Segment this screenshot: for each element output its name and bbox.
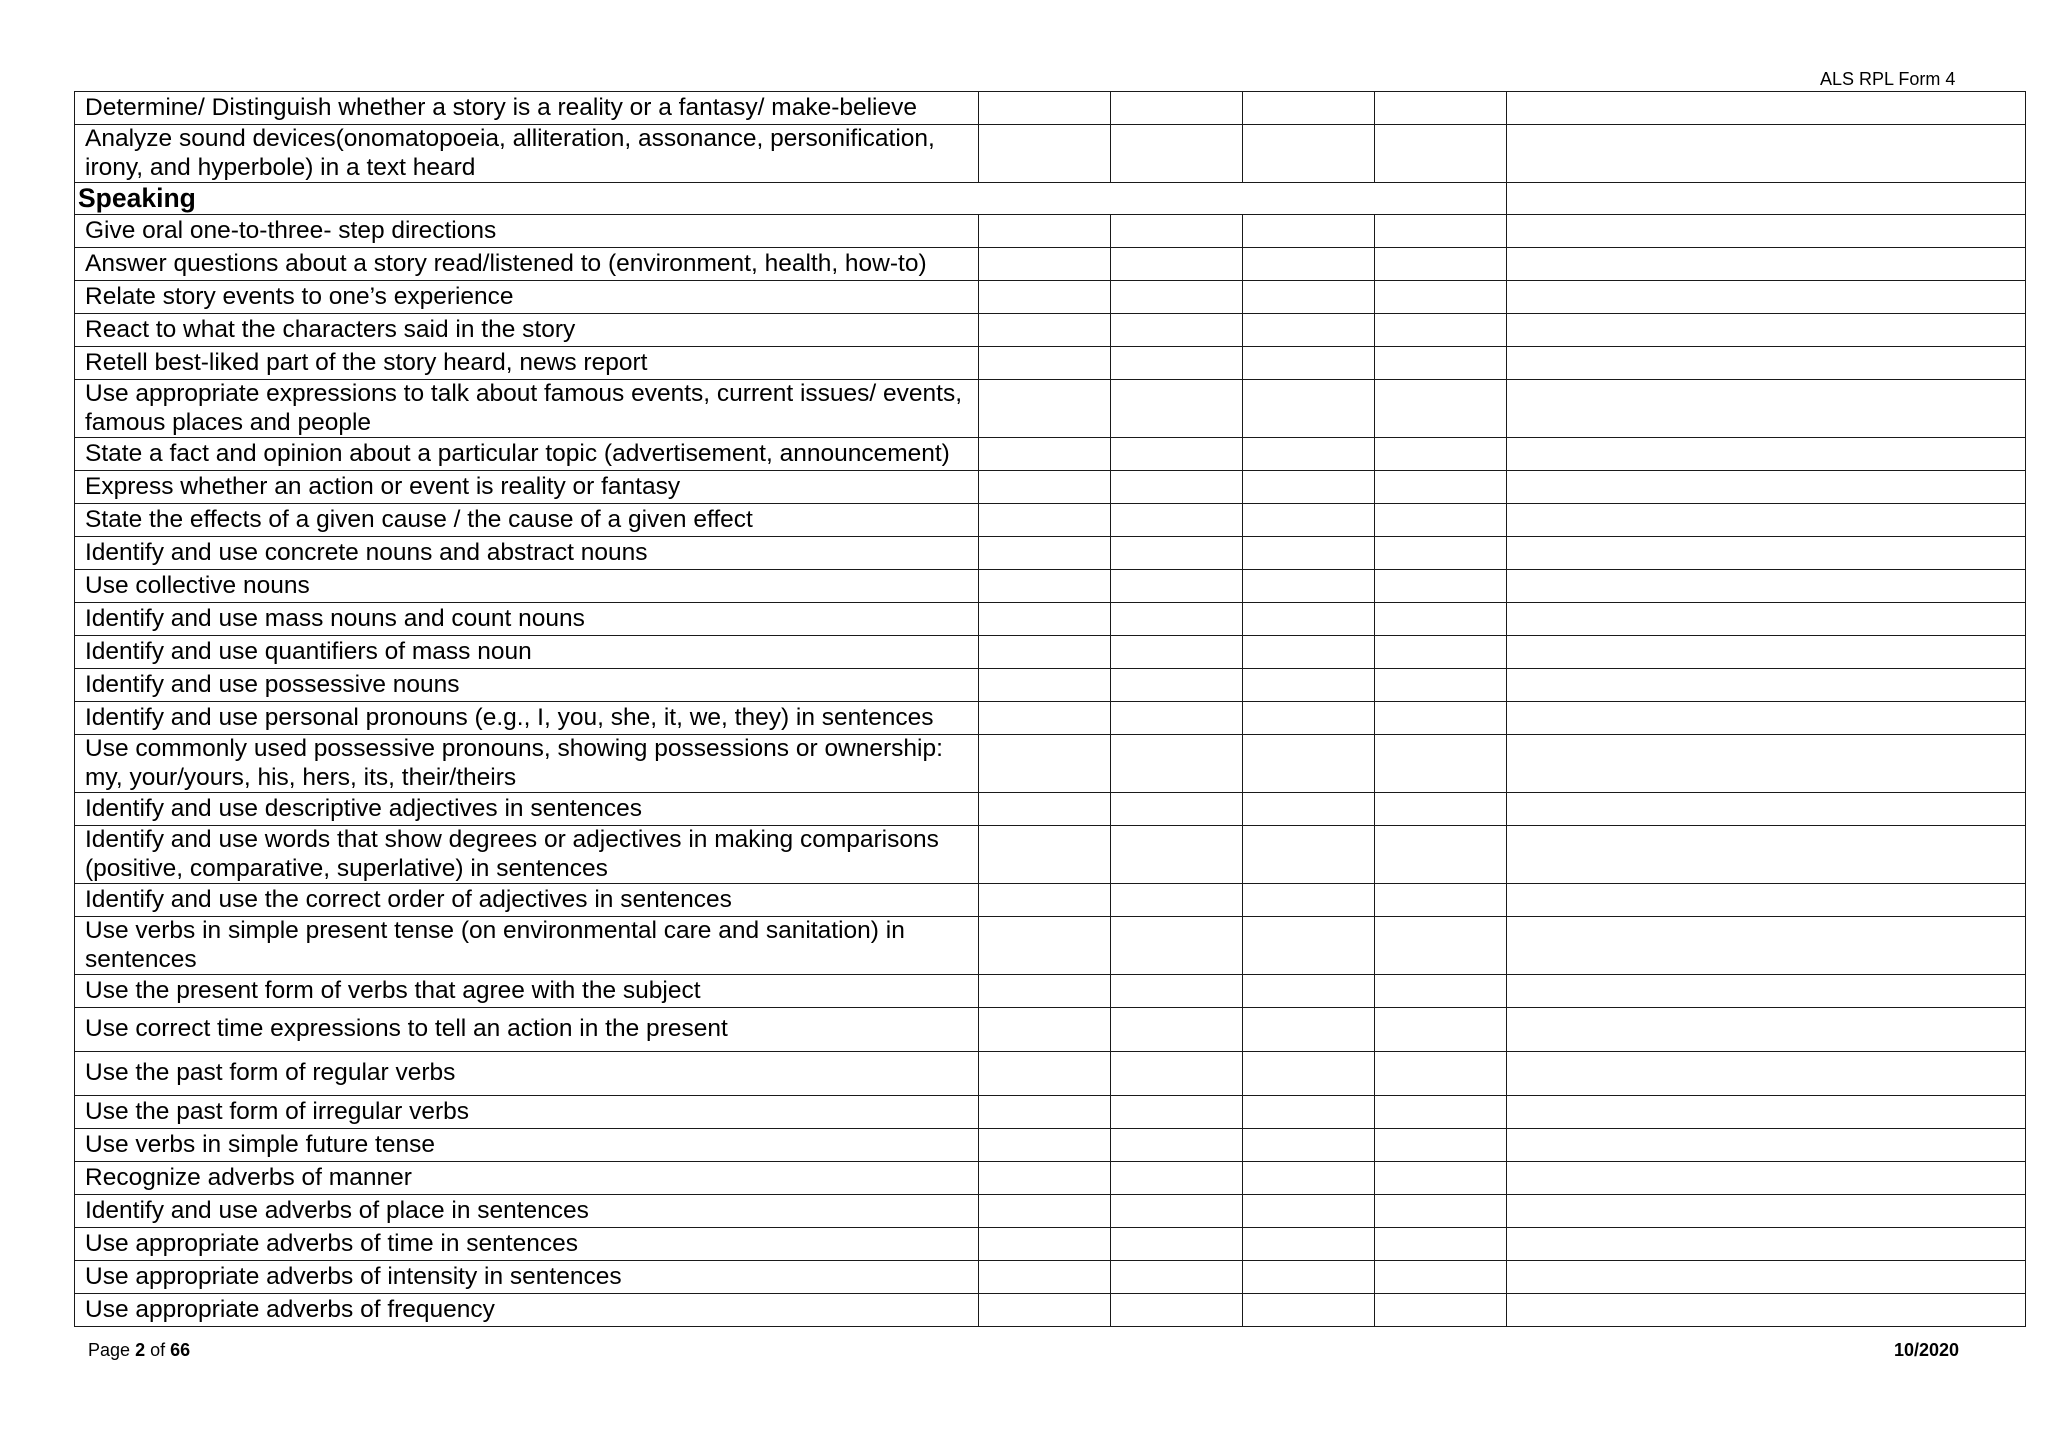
table-row	[75, 248, 2026, 281]
table-row	[75, 735, 2026, 793]
table-row	[75, 1096, 2026, 1129]
rating-cell	[1243, 248, 1375, 281]
rating-cell	[1111, 735, 1243, 793]
rating-cell	[1375, 1129, 1507, 1162]
rating-cell	[979, 636, 1111, 669]
remarks-cell	[1507, 735, 2026, 793]
rating-cell	[1375, 1096, 1507, 1129]
rating-cell	[979, 1228, 1111, 1261]
rating-cell	[1243, 1096, 1375, 1129]
rating-cell	[1375, 884, 1507, 917]
rating-cell	[1243, 1052, 1375, 1096]
table-row	[75, 1294, 2026, 1327]
competency-text: Use verbs in simple present tense (on environmental care and sanitation) in sentences	[75, 917, 979, 975]
rating-cell	[1243, 537, 1375, 570]
table-row	[75, 669, 2026, 702]
rating-cell	[979, 917, 1111, 975]
competency-text: Use verbs in simple future tense	[75, 1129, 979, 1162]
rating-cell	[1243, 1162, 1375, 1195]
competency-text: Determine/ Distinguish whether a story is a reality or a fantasy/ make-believe	[75, 92, 979, 125]
rating-cell	[1375, 636, 1507, 669]
rating-cell	[979, 215, 1111, 248]
rating-cell	[1243, 603, 1375, 636]
competency-text: Use the past form of irregular verbs	[75, 1096, 979, 1129]
table-row	[75, 826, 2026, 884]
remarks-cell	[1507, 1228, 2026, 1261]
rating-cell	[979, 793, 1111, 826]
rating-cell	[1111, 1261, 1243, 1294]
competency-text: Use the present form of verbs that agree with the subject	[75, 975, 979, 1008]
table-row	[75, 1195, 2026, 1228]
competency-text: Express whether an action or event is reality or fantasy	[75, 471, 979, 504]
rating-cell	[1111, 504, 1243, 537]
table-row	[75, 504, 2026, 537]
rating-cell	[1111, 793, 1243, 826]
competency-text: Use correct time expressions to tell an action in the present	[75, 1008, 979, 1052]
form-date: 10/2020	[1894, 1340, 1960, 1360]
rating-cell	[1243, 570, 1375, 603]
competency-text: Analyze sound devices(onomatopoeia, alliteration, assonance, personification, irony, and hyperbole) in a text heard	[75, 125, 979, 183]
rating-cell	[1243, 735, 1375, 793]
rating-cell	[979, 975, 1111, 1008]
rating-cell	[1111, 917, 1243, 975]
rating-cell	[979, 669, 1111, 702]
table-row	[75, 438, 2026, 471]
table-row	[75, 570, 2026, 603]
remarks-cell	[1507, 1261, 2026, 1294]
rating-cell	[1111, 570, 1243, 603]
rating-cell	[1375, 826, 1507, 884]
rating-cell	[1243, 1294, 1375, 1327]
rating-cell	[1375, 281, 1507, 314]
rating-cell	[979, 1261, 1111, 1294]
competency-text: Use appropriate expressions to talk about famous events, current issues/ events, famous places and people	[75, 380, 979, 438]
rating-cell	[1111, 826, 1243, 884]
rating-cell	[979, 1294, 1111, 1327]
rating-cell	[1243, 975, 1375, 1008]
competency-text: Answer questions about a story read/listened to (environment, health, how-to)	[75, 248, 979, 281]
rating-cell	[1243, 669, 1375, 702]
rating-cell	[1375, 125, 1507, 183]
table-row	[75, 380, 2026, 438]
rating-cell	[1375, 917, 1507, 975]
rating-cell	[979, 1008, 1111, 1052]
table-row	[75, 1162, 2026, 1195]
rating-cell	[1375, 215, 1507, 248]
rating-cell	[979, 1162, 1111, 1195]
table-row	[75, 1129, 2026, 1162]
page-number: 2	[135, 1340, 146, 1360]
rating-cell	[1375, 314, 1507, 347]
remarks-cell	[1507, 669, 2026, 702]
remarks-cell	[1507, 380, 2026, 438]
remarks-cell	[1507, 702, 2026, 735]
competency-text: Identify and use personal pronouns (e.g., I, you, she, it, we, they) in sentences	[75, 702, 979, 735]
rating-cell	[1375, 537, 1507, 570]
rating-cell	[979, 735, 1111, 793]
competency-text: Relate story events to one’s experience	[75, 281, 979, 314]
rating-cell	[1111, 438, 1243, 471]
rating-cell	[1375, 471, 1507, 504]
table-row	[75, 636, 2026, 669]
page-label: Page	[88, 1340, 131, 1360]
rating-cell	[1111, 975, 1243, 1008]
table-row	[75, 471, 2026, 504]
remarks-cell	[1507, 281, 2026, 314]
competency-text: State a fact and opinion about a particular topic (advertisement, announcement)	[75, 438, 979, 471]
rating-cell	[1111, 125, 1243, 183]
rating-cell	[1111, 1228, 1243, 1261]
rating-cell	[1375, 1261, 1507, 1294]
rating-cell	[1111, 669, 1243, 702]
remarks-cell	[1507, 438, 2026, 471]
competency-text: Identify and use possessive nouns	[75, 669, 979, 702]
competency-text: Give oral one-to-three- step directions	[75, 215, 979, 248]
remarks-cell	[1507, 917, 2026, 975]
rating-cell	[1111, 1008, 1243, 1052]
rating-cell	[1243, 92, 1375, 125]
rating-cell	[979, 1195, 1111, 1228]
remarks-cell	[1507, 504, 2026, 537]
table-row	[75, 603, 2026, 636]
remarks-cell	[1507, 636, 2026, 669]
rating-cell	[1375, 975, 1507, 1008]
competency-text: Use the past form of regular verbs	[75, 1052, 979, 1096]
rating-cell	[1111, 380, 1243, 438]
rating-cell	[979, 380, 1111, 438]
rating-cell	[1375, 570, 1507, 603]
table-row	[75, 1008, 2026, 1052]
remarks-cell	[1507, 1162, 2026, 1195]
rating-cell	[1243, 281, 1375, 314]
competency-text: State the effects of a given cause / the cause of a given effect	[75, 504, 979, 537]
rating-cell	[1111, 215, 1243, 248]
rating-cell	[979, 314, 1111, 347]
rating-cell	[979, 347, 1111, 380]
remarks-cell	[1507, 793, 2026, 826]
rating-cell	[1243, 884, 1375, 917]
rating-cell	[1111, 702, 1243, 735]
remarks-cell	[1507, 248, 2026, 281]
rating-cell	[979, 1052, 1111, 1096]
competency-text: Use collective nouns	[75, 570, 979, 603]
remarks-cell	[1507, 537, 2026, 570]
remarks-cell	[1507, 92, 2026, 125]
competency-text: Identify and use mass nouns and count nouns	[75, 603, 979, 636]
rating-cell	[1111, 92, 1243, 125]
rating-cell	[1243, 636, 1375, 669]
section-row	[75, 183, 2026, 215]
rating-cell	[1243, 1261, 1375, 1294]
rating-cell	[979, 504, 1111, 537]
competency-text: Retell best-liked part of the story heard, news report	[75, 347, 979, 380]
table-row	[75, 702, 2026, 735]
rating-cell	[979, 1129, 1111, 1162]
rating-cell	[1111, 636, 1243, 669]
rating-cell	[1111, 471, 1243, 504]
rating-cell	[1111, 1195, 1243, 1228]
remarks-cell	[1507, 1052, 2026, 1096]
rating-cell	[1375, 438, 1507, 471]
rating-cell	[1243, 793, 1375, 826]
rating-cell	[1243, 380, 1375, 438]
rating-cell	[1243, 314, 1375, 347]
competency-text: Recognize adverbs of manner	[75, 1162, 979, 1195]
rating-cell	[1375, 735, 1507, 793]
rating-cell	[1243, 471, 1375, 504]
form-id: ALS RPL Form 4	[1820, 69, 1956, 89]
rating-cell	[979, 92, 1111, 125]
competency-text: Use appropriate adverbs of frequency	[75, 1294, 979, 1327]
competency-text: Identify and use the correct order of adjectives in sentences	[75, 884, 979, 917]
rating-cell	[979, 438, 1111, 471]
rating-cell	[1243, 438, 1375, 471]
rating-cell	[1243, 347, 1375, 380]
rating-cell	[979, 281, 1111, 314]
table-row	[75, 281, 2026, 314]
table-row	[75, 92, 2026, 125]
page-total: 66	[170, 1340, 191, 1360]
rating-cell	[1375, 1228, 1507, 1261]
competency-text: Use appropriate adverbs of intensity in sentences	[75, 1261, 979, 1294]
rating-cell	[1111, 347, 1243, 380]
remarks-cell	[1507, 471, 2026, 504]
competency-text: Identify and use words that show degrees or adjectives in making comparisons (positive, comparative, superlative) in sentences	[75, 826, 979, 884]
table-row	[75, 1052, 2026, 1096]
rating-cell	[1111, 537, 1243, 570]
remarks-cell	[1507, 826, 2026, 884]
remarks-cell	[1507, 1195, 2026, 1228]
remarks-cell	[1507, 884, 2026, 917]
remarks-cell	[1507, 603, 2026, 636]
rating-cell	[1111, 1052, 1243, 1096]
competency-text: Identify and use quantifiers of mass noun	[75, 636, 979, 669]
table-row	[75, 125, 2026, 183]
table-row	[75, 347, 2026, 380]
remarks-cell	[1507, 215, 2026, 248]
rating-cell	[1111, 1096, 1243, 1129]
table-row	[75, 884, 2026, 917]
competency-text: Identify and use adverbs of place in sentences	[75, 1195, 979, 1228]
rating-cell	[1243, 504, 1375, 537]
rating-cell	[1375, 504, 1507, 537]
rating-cell	[1111, 884, 1243, 917]
of-label: of	[150, 1340, 166, 1360]
rating-cell	[1243, 1228, 1375, 1261]
rating-cell	[1243, 1129, 1375, 1162]
remarks-cell	[1507, 314, 2026, 347]
page-indicator	[88, 1340, 190, 1361]
rating-cell	[1111, 1129, 1243, 1162]
rating-cell	[979, 826, 1111, 884]
rating-cell	[979, 1096, 1111, 1129]
table-row	[75, 537, 2026, 570]
rating-cell	[979, 570, 1111, 603]
table-row	[75, 1228, 2026, 1261]
rating-cell	[1375, 1162, 1507, 1195]
table-row	[75, 917, 2026, 975]
rating-cell	[1111, 281, 1243, 314]
remarks-cell	[1507, 975, 2026, 1008]
rating-cell	[1375, 793, 1507, 826]
rating-cell	[1243, 1195, 1375, 1228]
rating-cell	[979, 248, 1111, 281]
remarks-cell	[1507, 1129, 2026, 1162]
competency-text: Identify and use concrete nouns and abstract nouns	[75, 537, 979, 570]
rating-cell	[979, 537, 1111, 570]
table-row	[75, 793, 2026, 826]
rating-cell	[1375, 1052, 1507, 1096]
rating-cell	[1243, 215, 1375, 248]
rating-cell	[1243, 826, 1375, 884]
remarks-cell	[1507, 347, 2026, 380]
rating-cell	[1243, 702, 1375, 735]
rating-cell	[1375, 347, 1507, 380]
rating-cell	[979, 603, 1111, 636]
competency-checklist-table	[74, 91, 2026, 1327]
rating-cell	[979, 471, 1111, 504]
table-row	[75, 215, 2026, 248]
competency-text: Use appropriate adverbs of time in sentences	[75, 1228, 979, 1261]
rating-cell	[1375, 669, 1507, 702]
rating-cell	[1111, 1294, 1243, 1327]
table-row	[75, 314, 2026, 347]
remarks-cell	[1507, 1294, 2026, 1327]
section-title: Speaking	[75, 183, 1507, 215]
rating-cell	[1243, 1008, 1375, 1052]
remarks-cell	[1507, 1096, 2026, 1129]
rating-cell	[1375, 1195, 1507, 1228]
competency-text: Identify and use descriptive adjectives in sentences	[75, 793, 979, 826]
table-row	[75, 1261, 2026, 1294]
rating-cell	[1375, 92, 1507, 125]
rating-cell	[1111, 314, 1243, 347]
competency-text: Use commonly used possessive pronouns, showing possessions or ownership: my, your/yours, his, hers, its, their/theirs	[75, 735, 979, 793]
competency-text: React to what the characters said in the story	[75, 314, 979, 347]
remarks-cell	[1507, 570, 2026, 603]
rating-cell	[1375, 603, 1507, 636]
rating-cell	[1243, 125, 1375, 183]
remarks-cell	[1507, 1008, 2026, 1052]
rating-cell	[979, 125, 1111, 183]
rating-cell	[1111, 603, 1243, 636]
remarks-cell	[1507, 125, 2026, 183]
table-row	[75, 975, 2026, 1008]
rating-cell	[1375, 248, 1507, 281]
rating-cell	[1375, 702, 1507, 735]
remarks-cell	[1507, 183, 2026, 215]
rating-cell	[979, 884, 1111, 917]
rating-cell	[979, 702, 1111, 735]
rating-cell	[1111, 1162, 1243, 1195]
rating-cell	[1375, 1294, 1507, 1327]
rating-cell	[1375, 1008, 1507, 1052]
rating-cell	[1111, 248, 1243, 281]
rating-cell	[1375, 380, 1507, 438]
rating-cell	[1243, 917, 1375, 975]
